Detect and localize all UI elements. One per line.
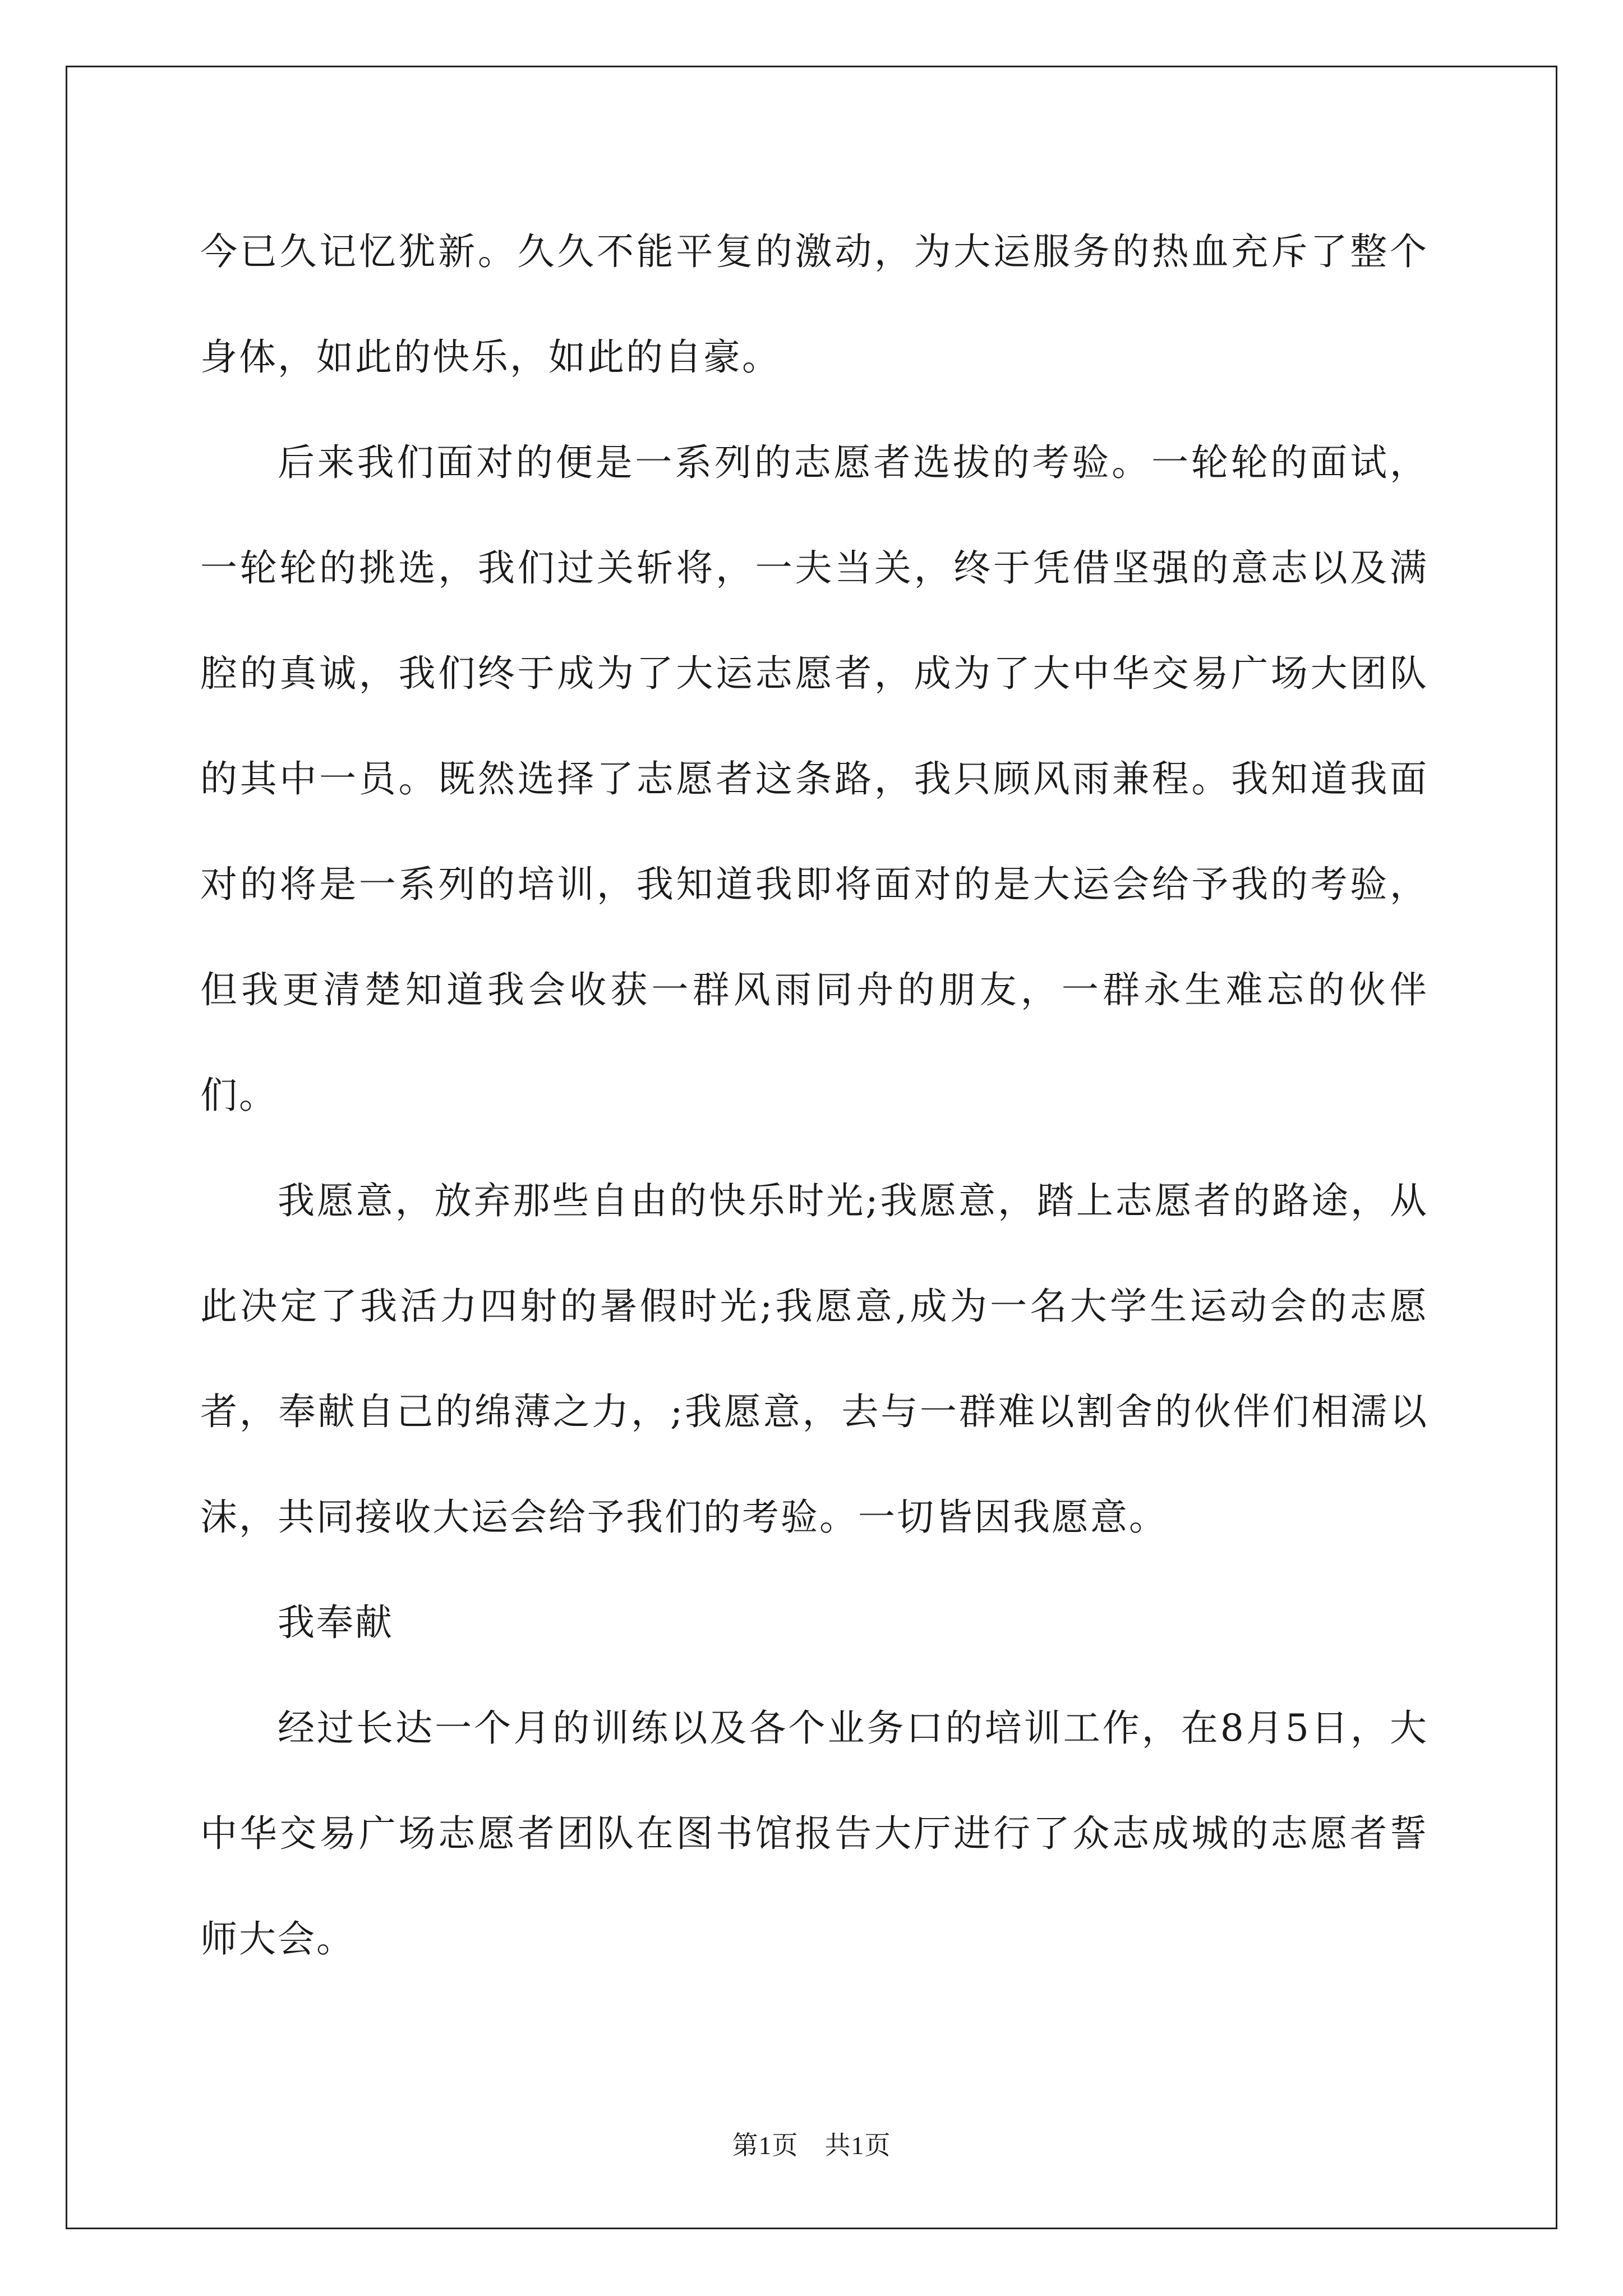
document-body <box>200 199 1428 1992</box>
paragraph-4: 经过长达一个月的训练以及各个业务口的培训工作，在8月5日，大中华交易广场志愿者团队在图书馆报告大厅进行了众志成城的志愿者誓师大会。 <box>200 1706 1428 1961</box>
page-number-footer: 第1页 共1页 <box>732 2131 891 2160</box>
paragraph-1: 今已久记忆犹新。久久不能平复的激动，为大运服务的热血充斥了整个身体，如此的快乐，如此的自豪。 <box>200 230 1428 379</box>
paragraph-3: 我愿意，放弃那些自由的快乐时光;我愿意，踏上志愿者的路途，从此决定了我活力四射的暑假时光;我愿意,成为一名大学生运动会的志愿者，奉献自己的绵薄之力，;我愿意，去与一群难以割舍的伙伴们相濡以沫，共同接收大运会给予我们的考验。一切皆因我愿意。 <box>200 1179 1428 1539</box>
section-heading: 我奉献 <box>278 1601 394 1644</box>
paragraph-2: 后来我们面对的便是一系列的志愿者选拔的考验。一轮轮的面试，一轮轮的挑选，我们过关斩将，一夫当关，终于凭借坚强的意志以及满腔的真诚，我们终于成为了大运志愿者，成为了大中华交易广场大团队的其中一员。既然选择了志愿者这条路，我只顾风雨兼程。我知道我面对的将是一系列的培训，我知道我即将面对的是大运会给予我的考验，但我更清楚知道我会收获一群风雨同舟的朋友，一群永生难忘的伙伴们。 <box>200 441 1428 1117</box>
